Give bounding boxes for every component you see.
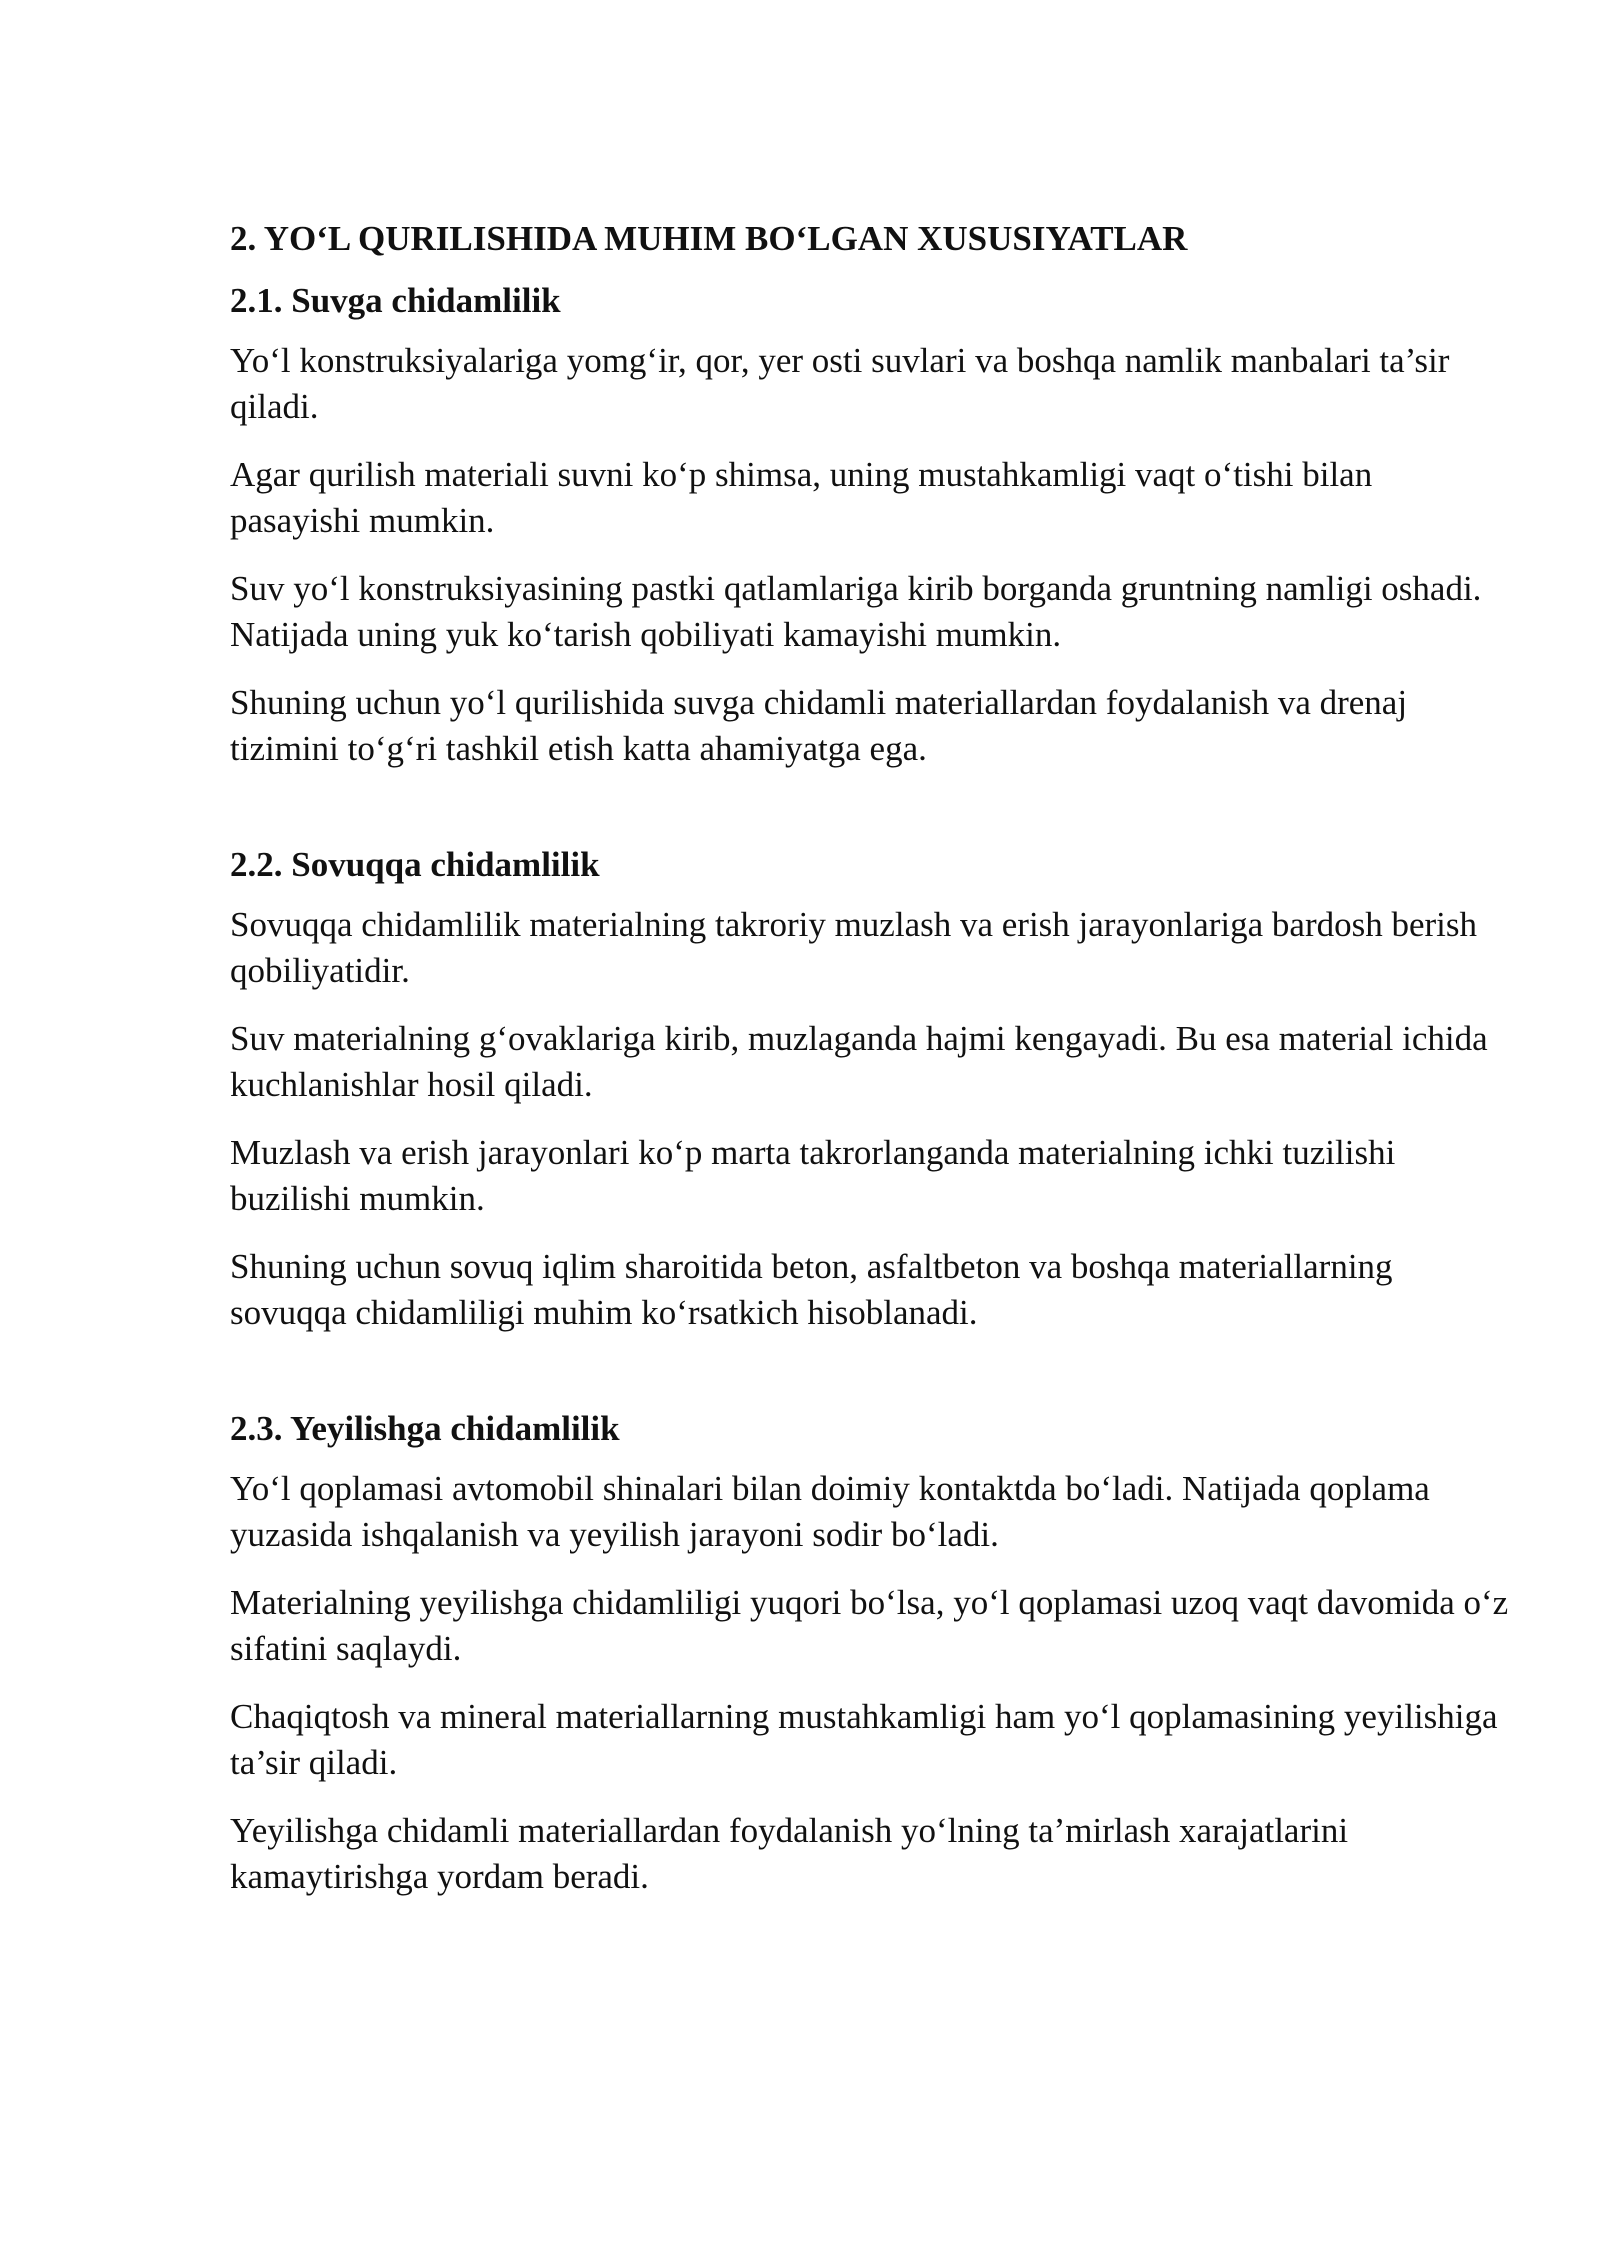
paragraph: Shuning uchun sovuq iqlim sharoitida beton, asfaltbeton va boshqa materiallarning sovuqqa chidamliligi muhim ko‘rsatkich hisoblanadi.: [230, 1247, 1393, 1332]
paragraph: Muzlash va erish jarayonlari ko‘p marta takrorlanganda materialning ichki tuzilishi buzilishi mumkin.: [230, 1133, 1396, 1218]
section-heading: 2.1. Suvga chidamlilik: [230, 281, 561, 320]
section-frost-resistance: [230, 842, 1510, 1336]
paragraph: Yeyilishga chidamli materiallardan foydalanish yo‘lning ta’mirlash xarajatlarini kamaytirishga yordam beradi.: [230, 1811, 1349, 1896]
paragraph: Agar qurilish materiali suvni ko‘p shimsa, uning mustahkamligi vaqt o‘tishi bilan pasayishi mumkin.: [230, 455, 1373, 540]
paragraph: Yo‘l konstruksiyalariga yomg‘ir, qor, yer osti suvlari va boshqa namlik manbalari ta’sir qiladi.: [230, 341, 1450, 426]
document-title: 2. YO‘L QURILISHIDA MUHIM BO‘LGAN XUSUSIYATLAR: [230, 219, 1188, 258]
paragraph: Shuning uchun yo‘l qurilishida suvga chidamli materiallardan foydalanish va drenaj tizimini to‘g‘ri tashkil etish katta ahamiyatga ega.: [230, 683, 1408, 768]
paragraph: Sovuqqa chidamlilik materialning takroriy muzlash va erish jarayonlariga bardosh berish qobiliyatidir.: [230, 905, 1478, 990]
paragraph: Suv yo‘l konstruksiyasining pastki qatlamlariga kirib borganda gruntning namligi oshadi. Natijada uning yuk ko‘tarish qobiliyati kamayishi mumkin.: [230, 569, 1482, 654]
section-heading: 2.2. Sovuqqa chidamlilik: [230, 845, 600, 884]
paragraph: Materialning yeyilishga chidamliligi yuqori bo‘lsa, yo‘l qoplamasi uzoq vaqt davomida o‘z sifatini saqlaydi.: [230, 1583, 1509, 1668]
paragraph: Yo‘l qoplamasi avtomobil shinalari bilan doimiy kontaktda bo‘ladi. Natijada qoplama yuzasida ishqalanish va yeyilish jarayoni sodir bo‘ladi.: [230, 1469, 1430, 1554]
paragraph: Suv materialning g‘ovaklariga kirib, muzlaganda hajmi kengayadi. Bu esa material ichida kuchlanishlar hosil qiladi.: [230, 1019, 1488, 1104]
section-heading: 2.3. Yeyilishga chidamlilik: [230, 1409, 620, 1448]
section-water-resistance: [230, 278, 1510, 772]
document-body: [230, 216, 1510, 1970]
paragraph: Chaqiqtosh va mineral materiallarning mustahkamligi ham yo‘l qoplamasining yeyilishiga ta’sir qiladi.: [230, 1697, 1498, 1782]
section-wear-resistance: [230, 1406, 1510, 1900]
